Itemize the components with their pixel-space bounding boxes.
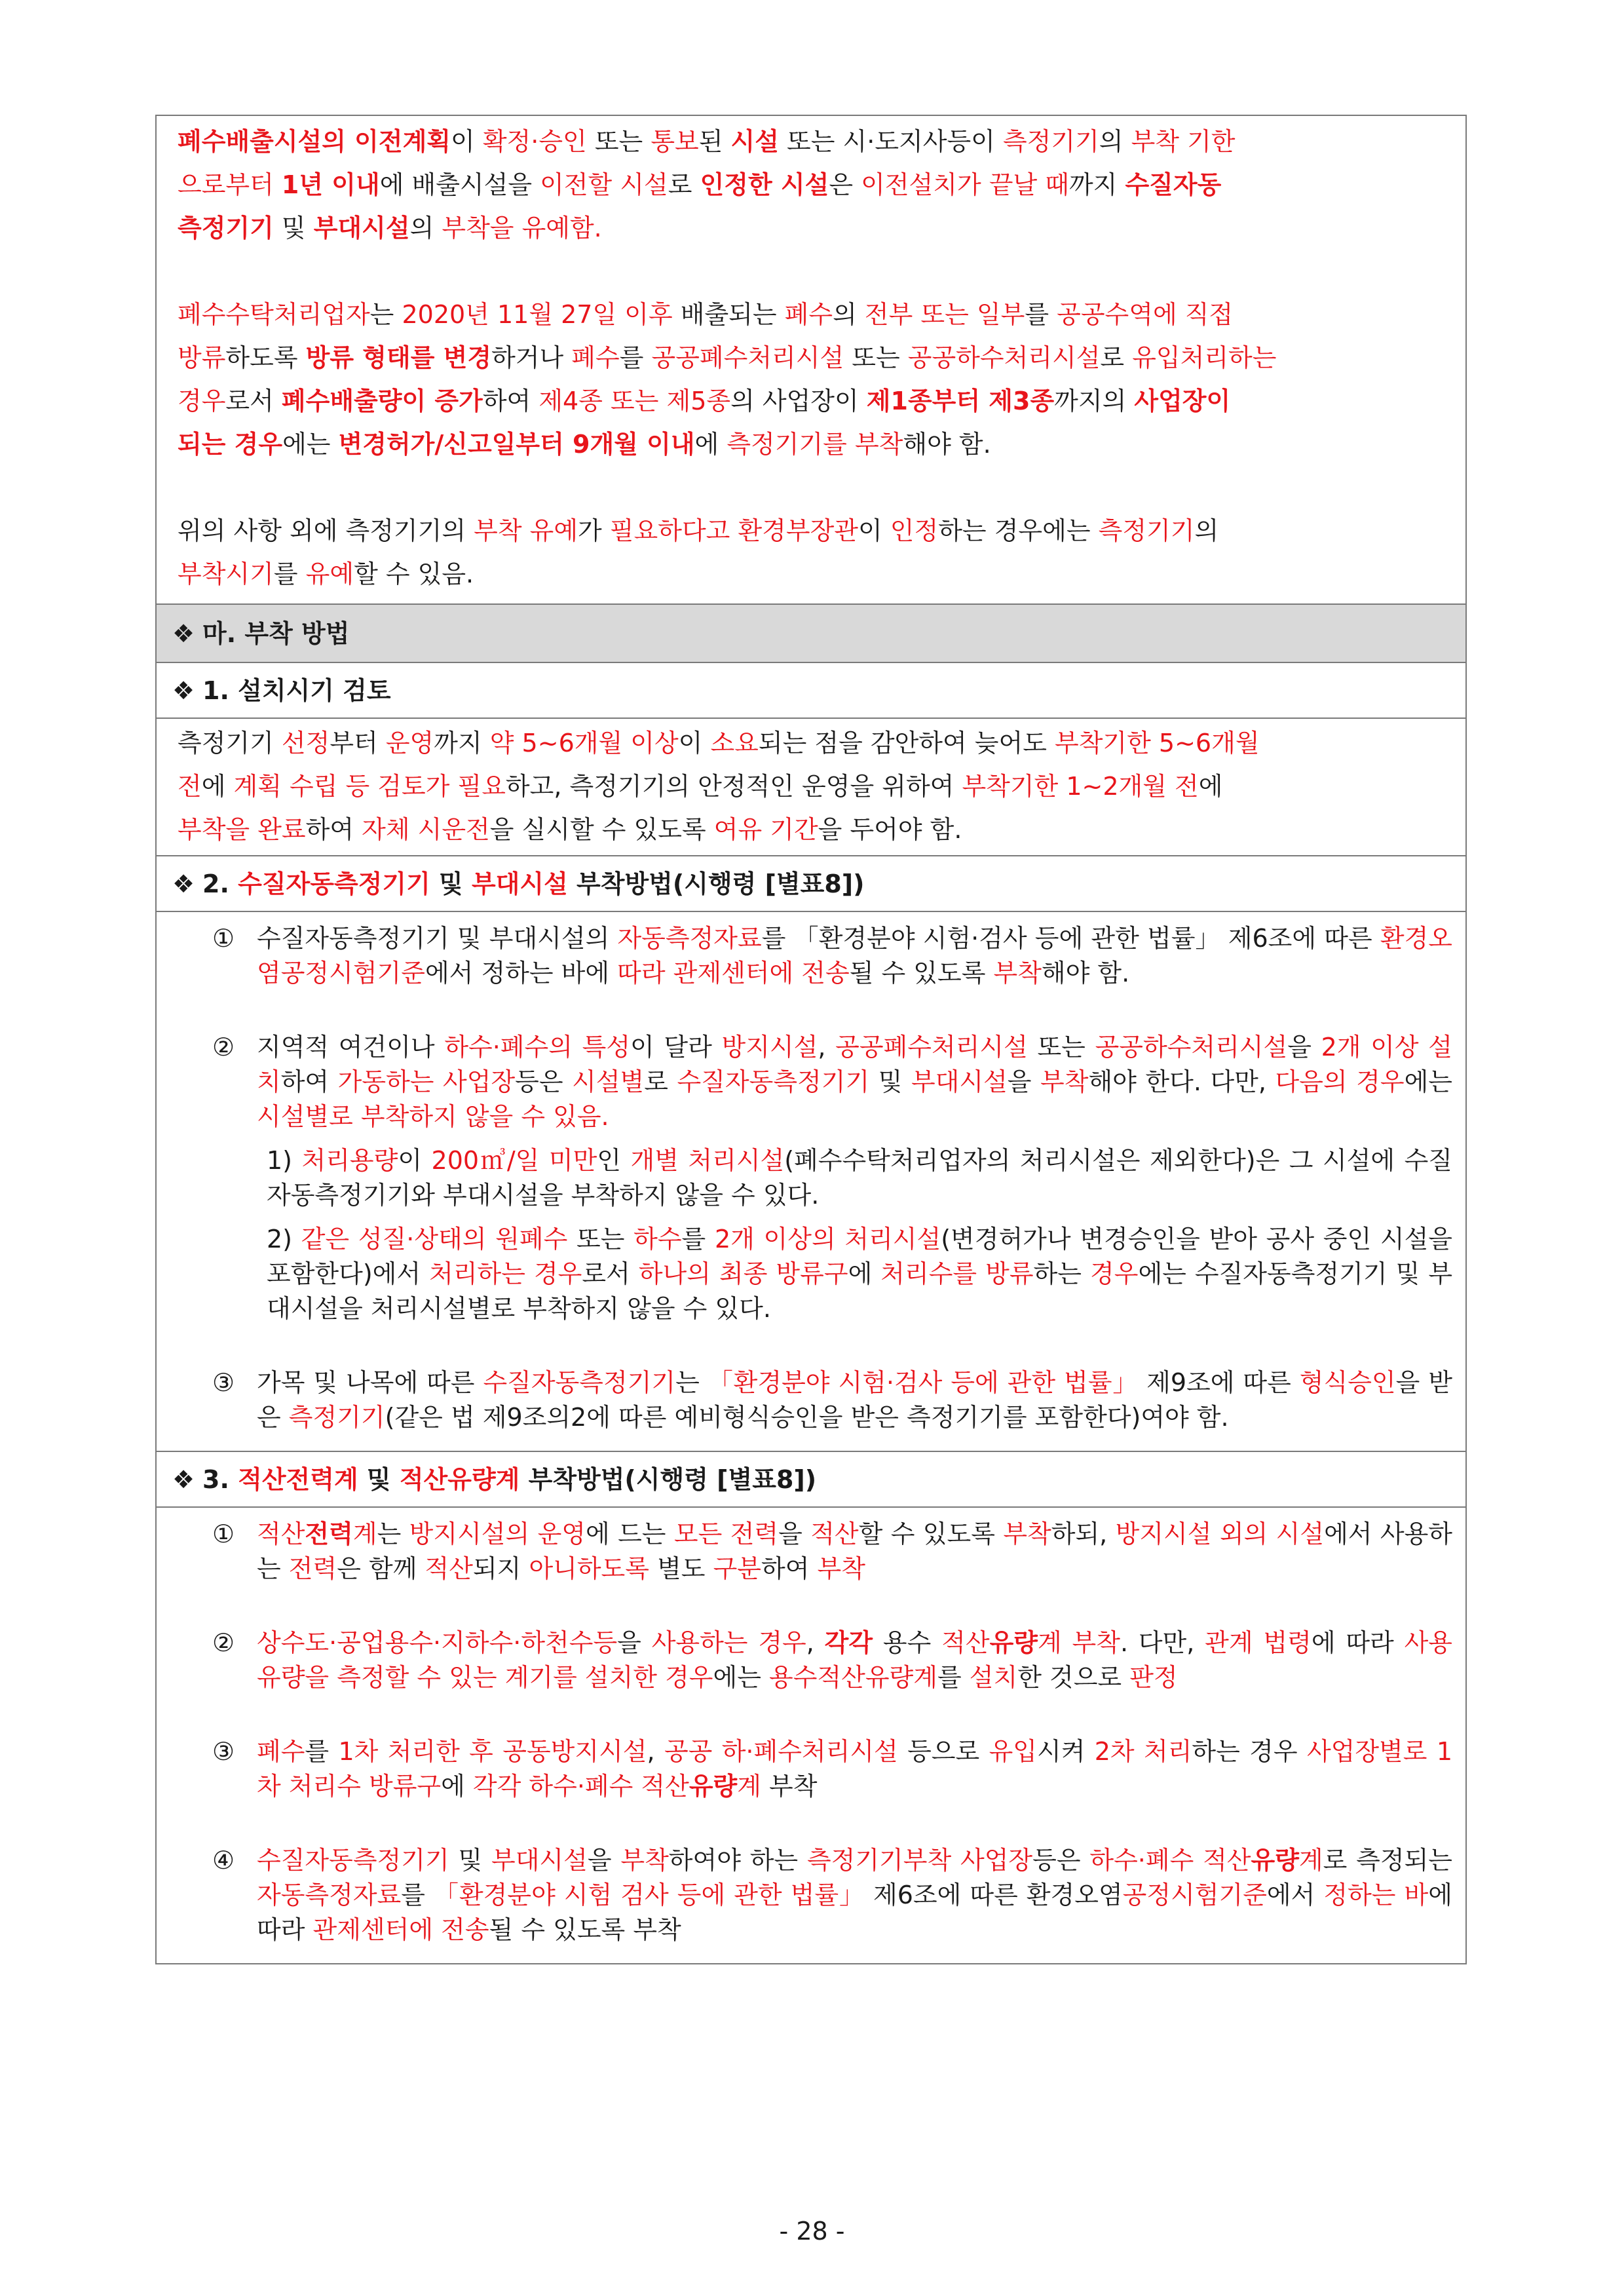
- text-run: 또는: [844, 343, 908, 372]
- text-run: 해야 함.: [903, 430, 991, 459]
- text-run: 하나의 최종 방류구: [638, 1259, 848, 1288]
- text-run: 2개 이상 설치: [257, 1033, 1452, 1096]
- text-run: 의: [409, 214, 442, 242]
- text-run: 계: [737, 1772, 761, 1801]
- text-run: 이전할 시설: [540, 170, 668, 199]
- install-timing-text: [178, 721, 1452, 851]
- text-run: 시설별로 부착하지 않을 수 있음.: [257, 1102, 609, 1131]
- text-run: 하여: [761, 1554, 818, 1583]
- text-run: 이: [678, 729, 711, 757]
- text-run: 시켜: [1036, 1737, 1095, 1766]
- text-run: 의 사업장이: [730, 387, 867, 415]
- text-run: 에는: [1404, 1067, 1452, 1096]
- text-run: 을: [1287, 1033, 1321, 1062]
- text-run: ,: [806, 1628, 825, 1657]
- text-run: 하되,: [1051, 1520, 1116, 1548]
- text-run: 측정기기를 부착: [727, 430, 903, 459]
- text-run: 적산: [425, 1554, 473, 1583]
- diamond-icon: ❖: [172, 619, 195, 648]
- text-run: ,: [647, 1737, 664, 1766]
- text-run: 측정기기부착 사업장: [806, 1846, 1033, 1875]
- text-run: 부착: [761, 1772, 818, 1801]
- text-run: 폐수배출량이 증가: [281, 387, 483, 415]
- text-run: 를: [1025, 300, 1057, 329]
- text-run: 1. 설치시기 검토: [202, 676, 391, 705]
- text-run: 에 따라: [1311, 1628, 1405, 1657]
- text-run: 배출되는: [672, 300, 785, 329]
- text-run: 계획 수립 등 검토가 필요: [233, 772, 506, 801]
- text-run: 를: [681, 1225, 715, 1253]
- content-frame: [155, 115, 1467, 1964]
- text-run: 수질자동측정기기: [257, 1846, 449, 1875]
- text-run: 환경오염공정시험기준: [257, 924, 1452, 987]
- text-run: 인: [597, 1146, 631, 1175]
- text-run: 1차 처리한 후 공동방지시설: [338, 1737, 647, 1766]
- text-run: 유입: [989, 1737, 1037, 1766]
- text-run: 한 것으로: [1017, 1663, 1130, 1692]
- text-run: 이 달라: [630, 1033, 722, 1062]
- list-item: [162, 1843, 1452, 1947]
- text-run: 공정시험기준: [1122, 1881, 1267, 1909]
- text-run: 부대시설: [491, 1846, 588, 1875]
- text-run: 을: [587, 1846, 621, 1875]
- text-run: 처리하는 경우: [429, 1259, 582, 1288]
- diamond-icon: ❖: [172, 676, 195, 705]
- text-run: 적산전력계: [238, 1465, 358, 1494]
- text-run: (변경허가나 변경승인을 받아 공사 중인 시설을 포함한다)에서: [267, 1225, 1453, 1288]
- text-run: 에: [1198, 772, 1223, 801]
- text-run: 는: [369, 300, 402, 329]
- text-run: 에는: [282, 430, 339, 459]
- text-run: 사용하는 경우: [651, 1628, 806, 1657]
- page-number: - 28 -: [779, 2217, 845, 2246]
- text-run: 부착기한 1~2개월 전: [962, 772, 1199, 801]
- text-run: 부착 기한: [1131, 127, 1236, 156]
- text-run: 되는 경우: [178, 430, 283, 459]
- text-run: 아니하도록: [529, 1554, 649, 1583]
- text-run: 사업장이: [1134, 387, 1231, 415]
- text-run: 방류 형태를 변경: [305, 343, 492, 372]
- text-run: 유량: [1251, 1846, 1299, 1875]
- text-run: 변경허가/신고일부터 9개월 이내: [338, 430, 695, 459]
- text-run: 적산: [810, 1520, 859, 1548]
- text-run: 로: [1100, 343, 1133, 372]
- text-run: 유량: [989, 1628, 1038, 1657]
- text-run: 같은 성질·상태의 원폐수: [301, 1225, 568, 1253]
- subsection-title: [202, 676, 391, 705]
- text-run: 등으로: [897, 1737, 989, 1766]
- text-run: 제6조에 따른 환경오염: [865, 1881, 1123, 1909]
- text-run: 에 배출시설을: [379, 170, 540, 199]
- text-run: 에: [201, 772, 234, 801]
- subsection-title: [202, 1465, 816, 1494]
- text-run: 이전설치가 끝날 때: [861, 170, 1069, 199]
- text-run: 부착방법(시행령 [별표8]): [567, 870, 865, 898]
- list-item: [162, 921, 1452, 991]
- text-run: 경우: [1090, 1259, 1139, 1288]
- text-run: 에: [694, 430, 727, 459]
- text-run: 부대시설: [313, 214, 410, 242]
- text-run: 자동측정자료: [257, 1881, 402, 1909]
- text-run: 처리용량: [301, 1146, 398, 1175]
- text-run: 3.: [202, 1465, 238, 1494]
- text-run: 계: [352, 1520, 377, 1548]
- text-run: 하여: [305, 815, 362, 844]
- list-item: [162, 1517, 1452, 1586]
- text-run: 부터: [330, 729, 386, 757]
- text-run: 이: [398, 1146, 432, 1175]
- subsection-heading-2: [157, 855, 1465, 911]
- item-number: ④: [212, 1846, 235, 1875]
- text-run: 로서: [582, 1259, 639, 1288]
- text-run: 가동하는 사업장: [337, 1067, 516, 1096]
- text-run: 하여: [280, 1067, 338, 1096]
- text-run: 을 실시할 수 있도록: [489, 815, 714, 844]
- text-run: 시설: [730, 127, 779, 156]
- text-run: 을 받은: [257, 1368, 1453, 1432]
- list-item: [162, 1366, 1452, 1435]
- text-run: 적산: [257, 1520, 305, 1548]
- text-run: 수질자동측정기기 및 부대시설의: [257, 924, 618, 953]
- text-run: 판정: [1129, 1663, 1178, 1692]
- text-run: 공공 하·폐수처리시설: [664, 1737, 898, 1766]
- text-run: 위의 사항 외에 측정기기의: [178, 516, 474, 545]
- text-run: 를: [401, 1881, 434, 1909]
- text-run: 하도록: [225, 343, 306, 372]
- item-number: ③: [212, 1737, 235, 1766]
- text-run: 하고, 측정기기의 안정적인 운영을 위하여: [505, 772, 962, 801]
- text-run: 제9조에 따른: [1138, 1368, 1300, 1397]
- text-run: 을: [1007, 1067, 1041, 1096]
- text-run: 까지의: [1054, 387, 1135, 415]
- text-run: 사업장별로 1차 처리수 방류구: [257, 1737, 1452, 1801]
- text-run: 「환경분야 시험 검사 등에 관한 법률」: [434, 1881, 865, 1909]
- text-run: 제4종 또는 제5종: [538, 387, 731, 415]
- text-run: 인정한 시설: [700, 170, 829, 199]
- text-run: 부착기한 5~6개월: [1055, 729, 1260, 757]
- text-run: 2): [267, 1225, 301, 1253]
- text-run: 부착: [817, 1554, 865, 1583]
- text-run: 하수: [633, 1225, 682, 1253]
- text-run: 인정: [890, 516, 939, 545]
- text-run: 구분: [713, 1554, 761, 1583]
- text-run: 측정기기: [178, 729, 282, 757]
- text-run: 되지: [472, 1554, 529, 1583]
- text-run: 및: [358, 1465, 400, 1494]
- intro-paragraph-1: [178, 120, 1452, 250]
- text-run: 까지: [434, 729, 490, 757]
- text-run: 부대시설: [471, 870, 568, 898]
- text-run: 부착 유예: [474, 516, 578, 545]
- text-run: 부착: [1040, 1067, 1089, 1096]
- subsection-body-2: [157, 911, 1465, 1451]
- text-run: 를: [937, 1663, 970, 1692]
- text-run: ,: [818, 1033, 836, 1062]
- text-run: 및: [449, 1846, 491, 1875]
- text-run: 하거나: [491, 343, 572, 372]
- text-run: 폐수: [571, 343, 620, 372]
- text-run: 적산: [941, 1628, 990, 1657]
- text-run: 또는 시·도지사등이: [778, 127, 1003, 156]
- text-run: 수질자동: [1125, 170, 1222, 199]
- intro-paragraph-3: [178, 509, 1452, 596]
- text-run: 으로부터: [178, 170, 282, 199]
- text-run: 로: [644, 1067, 677, 1096]
- text-run: 를: [305, 1737, 339, 1766]
- text-run: 소요: [710, 729, 759, 757]
- text-run: 에 따라: [257, 1881, 1452, 1944]
- text-run: (같은 법 제9조의2에 따른 예비형식승인을 받은 측정기기를 포함한다)여야 함.: [385, 1403, 1229, 1432]
- item-number: ②: [212, 1628, 235, 1657]
- text-run: 운영: [385, 729, 434, 757]
- text-run: 2.: [202, 870, 238, 898]
- subsection-heading-3: [157, 1451, 1465, 1506]
- text-run: 전: [178, 772, 202, 801]
- text-run: 을: [778, 1520, 811, 1548]
- text-run: 전부 또는 일부: [864, 300, 1025, 329]
- text-run: 하는 경우에는: [938, 516, 1099, 545]
- item-number: ①: [212, 1520, 235, 1548]
- text-run: 은 함께: [337, 1554, 425, 1583]
- text-run: 200㎥/일 미만: [431, 1146, 597, 1175]
- subsection-heading-1: [157, 662, 1465, 718]
- intro-cell: [157, 116, 1465, 603]
- text-run: 관계 법령: [1205, 1628, 1312, 1657]
- text-run: 를 「환경분야 시험·검사 등에 관한 법률」 제6조에 따른: [761, 924, 1380, 953]
- list-item: [162, 1734, 1452, 1804]
- text-run: 하여: [482, 387, 539, 415]
- text-run: 에: [848, 1259, 881, 1288]
- text-run: 확정·승인: [482, 127, 587, 156]
- text-run: 폐수: [784, 300, 833, 329]
- text-run: 는: [675, 1368, 708, 1397]
- text-run: 또는: [586, 127, 651, 156]
- text-run: 공공폐수처리시설: [651, 343, 844, 372]
- text-run: 가목 및 나목에 따른: [257, 1368, 483, 1397]
- text-run: 2개 이상의 처리시설: [714, 1225, 941, 1253]
- text-run: 의: [833, 300, 865, 329]
- text-run: 에: [441, 1772, 473, 1801]
- text-run: 부대시설: [911, 1067, 1008, 1096]
- text-run: 사용 유량을 측정할 수 있는 계기를 설치한 경우: [257, 1628, 1453, 1692]
- diamond-icon: ❖: [172, 1465, 195, 1494]
- text-run: 는: [377, 1520, 409, 1548]
- text-run: 「환경분야 시험·검사 등에 관한 법률」: [708, 1368, 1139, 1397]
- text-run: 를: [273, 560, 306, 588]
- item-number: ②: [212, 1033, 235, 1062]
- text-run: 하여야 하는: [668, 1846, 807, 1875]
- text-run: 을: [617, 1628, 652, 1657]
- text-run: 1년 이내: [281, 170, 380, 199]
- text-run: 지역적 여건이나: [257, 1033, 445, 1062]
- text-run: 통보: [651, 127, 699, 156]
- text-run: 유입처리하는: [1132, 343, 1277, 372]
- text-run: 다음의 경우: [1275, 1067, 1405, 1096]
- text-run: 제1종부터 제3종: [866, 387, 1055, 415]
- text-run: 되는 점을 감안하여 늦어도: [758, 729, 1055, 757]
- text-run: 계 부착: [1038, 1628, 1120, 1657]
- text-run: 방지시설 외의 시설: [1115, 1520, 1325, 1548]
- subsection-title: [202, 870, 865, 898]
- text-run: 하수·폐수의 특성: [444, 1033, 631, 1062]
- text-run: 해야 한다. 다만,: [1088, 1067, 1275, 1096]
- text-run: . 다만,: [1120, 1628, 1205, 1657]
- text-run: 폐수배출시설의 이전계획: [178, 127, 451, 156]
- text-run: 에는 수질자동측정기기 및 부대시설을 처리시설별로 부착하지 않을 수 있다.: [267, 1259, 1453, 1323]
- text-run: 용수: [873, 1628, 942, 1657]
- section-title: 마. 부착 방법: [202, 619, 350, 648]
- list-item: [162, 1626, 1452, 1695]
- sub-item: [162, 1222, 1452, 1326]
- text-run: 2차 처리: [1094, 1737, 1192, 1766]
- text-run: 모든 전력: [673, 1520, 779, 1548]
- text-run: (폐수수탁처리업자의 처리시설은 제외한다)은 그 시설에 수질자동측정기기와 부대시설을 부착하지 않을 수 있다.: [267, 1146, 1453, 1210]
- text-run: 될 수 있도록 부착: [489, 1915, 681, 1944]
- text-run: 수질자동측정기기: [677, 1067, 870, 1096]
- text-run: 방지시설: [721, 1033, 818, 1062]
- text-run: 또는: [567, 1225, 634, 1253]
- text-run: 의: [1099, 127, 1131, 156]
- text-run: 유예: [305, 560, 354, 588]
- text-run: 될 수 있도록: [849, 959, 994, 987]
- text-run: 공공수역에 직접: [1057, 300, 1234, 329]
- text-run: 방류: [178, 343, 226, 372]
- text-run: 등은: [1032, 1846, 1090, 1875]
- text-run: 하는 경우: [1192, 1737, 1307, 1766]
- text-run: 설치: [969, 1663, 1018, 1692]
- text-run: 및: [430, 870, 472, 898]
- text-run: 공공하수처리시설: [907, 343, 1101, 372]
- text-run: 로: [668, 170, 700, 199]
- text-run: 측정기기: [288, 1403, 385, 1432]
- text-run: 부착: [1003, 1520, 1051, 1548]
- text-run: 가: [578, 516, 610, 545]
- text-run: 에서: [1266, 1881, 1324, 1909]
- text-run: 측정기기: [1098, 516, 1195, 545]
- text-run: 방지시설의 운영: [409, 1520, 586, 1548]
- text-run: 하수·폐수 적산: [1089, 1846, 1251, 1875]
- text-run: 수질자동측정기기: [483, 1368, 676, 1397]
- text-run: 공공폐수처리시설: [835, 1033, 1028, 1062]
- text-run: 할 수 있음.: [354, 560, 474, 588]
- text-run: 또는: [1027, 1033, 1095, 1062]
- text-run: 필요하다고 환경부장관: [609, 516, 858, 545]
- item-number: ③: [212, 1368, 235, 1397]
- text-run: 까지: [1068, 170, 1125, 199]
- text-run: 부착을 완료: [178, 815, 306, 844]
- text-run: 공공하수처리시설: [1095, 1033, 1288, 1062]
- text-run: 여유 기간: [713, 815, 818, 844]
- text-run: 하는: [1033, 1259, 1091, 1288]
- text-run: 1): [267, 1146, 302, 1175]
- subsection-body-3: [157, 1506, 1465, 1963]
- text-run: 각각 하수·폐수 적산: [472, 1772, 689, 1801]
- list-item: [162, 1030, 1452, 1134]
- text-run: 해야 함.: [1041, 959, 1130, 987]
- sub-item: [162, 1143, 1452, 1213]
- intro-paragraph-2: [178, 293, 1452, 466]
- text-run: 로서: [225, 387, 282, 415]
- section-heading-ma: [157, 603, 1465, 662]
- text-run: 경우: [178, 387, 226, 415]
- text-run: 폐수수탁처리업자: [178, 300, 370, 329]
- text-run: 은: [829, 170, 861, 199]
- text-run: 2020년 11월 27일 이후: [402, 300, 673, 329]
- text-run: 에는: [713, 1663, 770, 1692]
- text-run: 형식승인: [1299, 1368, 1396, 1397]
- text-run: 유량: [689, 1772, 738, 1801]
- text-run: 및: [273, 214, 314, 242]
- text-run: 등은: [515, 1067, 573, 1096]
- text-run: 를: [619, 343, 652, 372]
- text-run: 적산유량계: [399, 1465, 520, 1494]
- text-run: 약 5~6개월 이상: [489, 729, 679, 757]
- text-run: 에서 사용하는: [257, 1520, 1452, 1583]
- text-run: 에 드는: [586, 1520, 674, 1548]
- text-run: 개별 처리시설: [630, 1146, 785, 1175]
- text-run: 상수도·공업용수·지하수·하천수등: [257, 1628, 618, 1657]
- text-run: 자동측정자료: [617, 924, 762, 953]
- text-run: 부착시기: [178, 560, 274, 588]
- text-run: 의: [1194, 516, 1219, 545]
- text-run: 처리수를 방류: [880, 1259, 1034, 1288]
- text-run: 부착방법(시행령 [별표8]): [519, 1465, 817, 1494]
- text-run: 폐수: [257, 1737, 305, 1766]
- text-run: 에서 정하는 바에: [425, 959, 618, 987]
- text-run: 부착: [620, 1846, 669, 1875]
- text-run: 부착: [993, 959, 1042, 987]
- text-run: 관제센터에 전송: [312, 1915, 489, 1944]
- text-run: 선정: [281, 729, 330, 757]
- subsection-body-1: [157, 718, 1465, 855]
- text-run: 이: [451, 127, 483, 156]
- text-run: 로 측정되는: [1323, 1846, 1452, 1875]
- text-run: 전력: [288, 1554, 337, 1583]
- item-number: ①: [212, 924, 235, 953]
- text-run: 이: [858, 516, 890, 545]
- text-run: 할 수 있도록: [858, 1520, 1004, 1548]
- text-run: 자체 시운전: [362, 815, 490, 844]
- text-run: 따라 관제센터에 전송: [617, 959, 850, 987]
- text-run: 측정기기: [1002, 127, 1099, 156]
- text-run: 된: [698, 127, 731, 156]
- text-run: 수질자동측정기기: [238, 870, 430, 898]
- text-run: 정하는 바: [1323, 1881, 1429, 1909]
- text-run: 시설별: [572, 1067, 645, 1096]
- text-run: 용수적산유량계: [769, 1663, 937, 1692]
- text-run: 별도: [649, 1554, 713, 1583]
- diamond-icon: ❖: [172, 870, 195, 898]
- text-run: 을 두어야 함.: [818, 815, 962, 844]
- text-run: 전력: [305, 1520, 353, 1548]
- text-run: 계: [1298, 1846, 1323, 1875]
- text-run: 각각: [824, 1628, 873, 1657]
- text-run: 부착을 유예함.: [442, 214, 602, 242]
- text-run: 및: [869, 1067, 911, 1096]
- text-run: 측정기기: [178, 214, 274, 242]
